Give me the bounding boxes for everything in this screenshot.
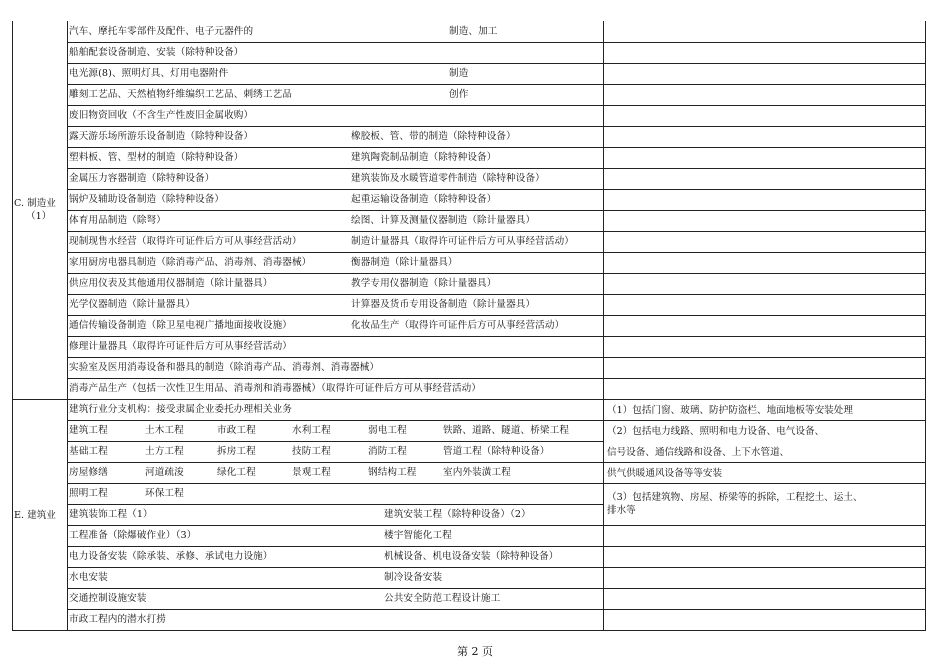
- manufacturing-item: 制造计量器具（取得许可证件后方可从事经营活动）: [351, 236, 574, 247]
- construction-item: 室内外装潢工程: [443, 467, 511, 478]
- manufacturing-item: 光学仪器制造（除计量器具）: [69, 299, 196, 310]
- note-row-line: [603, 357, 925, 358]
- left-border: [12, 21, 13, 631]
- construction-item: 建筑安装工程（除特种设备）（2）: [384, 509, 531, 520]
- row-line: [67, 546, 603, 547]
- note-row-line: [603, 231, 925, 232]
- note-row-line: [603, 567, 925, 568]
- construction-item: 建筑装饰工程（1）: [69, 509, 153, 520]
- manufacturing-item: 建筑装饰及水暖管道零件制造（除特种设备）: [351, 173, 545, 184]
- footnote: （1）包括门窗、玻璃、防护防盗栏、地面地板等安装处理: [607, 405, 853, 416]
- manufacturing-item: 消毒产品生产（包括一次性卫生用品、消毒剂和消毒器械）（取得许可证件后方可从事经营活动）: [69, 383, 482, 394]
- manufacturing-item: 金属压力容器制造（除特种设备）: [69, 173, 215, 184]
- footnote: 排水等: [607, 505, 636, 516]
- row-line: [67, 126, 603, 127]
- row-line: [67, 315, 603, 316]
- row-line: [67, 294, 603, 295]
- construction-item: 拆房工程: [217, 446, 256, 457]
- manufacturing-item: 修理计量器具（取得许可证件后方可从事经营活动）: [69, 341, 292, 352]
- row-line: [67, 420, 603, 421]
- row-line: [67, 462, 603, 463]
- row-line: [67, 147, 603, 148]
- section-separator: [12, 399, 926, 400]
- construction-item: 绿化工程: [217, 467, 256, 478]
- manufacturing-item: 电光源(8)、照明灯具、灯用电器附件: [69, 68, 229, 79]
- right-border: [925, 21, 926, 631]
- note-row-line: [603, 252, 925, 253]
- construction-item: 照明工程: [69, 488, 108, 499]
- note-row-line: [603, 189, 925, 190]
- row-line: [67, 378, 603, 379]
- manufacturing-item: 体育用品制造（除弩）: [69, 215, 166, 226]
- row-line: [67, 273, 603, 274]
- manufacturing-item: 起重运输设备制造（除特种设备）: [351, 194, 497, 205]
- manufacturing-item: 创作: [449, 89, 469, 100]
- construction-item: 制冷设备安装: [384, 572, 443, 583]
- construction-item: 机械设备、机电设备安装（除特种设备）: [384, 551, 559, 562]
- manufacturing-item: 制造: [449, 68, 469, 79]
- note-row-line: [603, 63, 925, 64]
- note-row-line: [603, 126, 925, 127]
- manufacturing-item: 汽车、摩托车零部件及配件、电子元器件的: [69, 26, 254, 37]
- manufacturing-item: 露天游乐场所游乐设备制造（除特种设备）: [69, 131, 254, 142]
- construction-item: 景观工程: [292, 467, 331, 478]
- manufacturing-item: 锅炉及辅助设备制造（除特种设备）: [69, 194, 225, 205]
- manufacturing-item: 绘图、计算及测量仪器制造（除计量器具）: [351, 215, 536, 226]
- manufacturing-item: 雕刻工艺品、天然植物纤维编织工艺品、刺绣工艺品: [69, 89, 292, 100]
- manufacturing-item: 计算器及货币专用设备制造（除计量器具）: [351, 299, 536, 310]
- note-row-line: [603, 378, 925, 379]
- category-label-construction: E. 建筑业: [14, 509, 56, 521]
- construction-item: 河道疏浚: [145, 467, 184, 478]
- construction-item: 管道工程（除特种设备）: [443, 446, 550, 457]
- row-line: [67, 588, 603, 589]
- manufacturing-item: 衡器制造（除计量器具）: [351, 257, 458, 268]
- note-row-line: [603, 315, 925, 316]
- manufacturing-item: 船舶配套设备制造、安装（除特种设备）: [69, 47, 244, 58]
- row-line: [67, 357, 603, 358]
- note-row-line: [603, 210, 925, 211]
- row-line: [67, 42, 603, 43]
- row-line: [67, 231, 603, 232]
- row-line: [67, 504, 603, 505]
- row-line: [67, 441, 603, 442]
- row-line: [67, 336, 603, 337]
- row-line: [67, 105, 603, 106]
- construction-item: 消防工程: [368, 446, 407, 457]
- manufacturing-item: 教学专用仪器制造（除计量器具）: [351, 278, 497, 289]
- note-row-line: [603, 462, 925, 463]
- construction-item: 弱电工程: [368, 425, 407, 436]
- footnote: （2）包括电力线路、照明和电力设备、电气设备、: [607, 426, 825, 437]
- construction-item: 交通控制设施安装: [69, 593, 147, 604]
- footnote: 供气供暖通风设备等等安装: [607, 468, 723, 479]
- manufacturing-item: 建筑陶瓷制品制造（除特种设备）: [351, 152, 497, 163]
- construction-item: 电力设备安装（除承装、承修、承试电力设施）: [69, 551, 273, 562]
- manufacturing-item: 橡胶板、管、带的制造（除特种设备）: [351, 131, 516, 142]
- note-row-line: [603, 483, 925, 484]
- row-line: [67, 168, 603, 169]
- construction-item: 水利工程: [292, 425, 331, 436]
- construction-branch-item: 建筑行业分支机构：接受隶属企业委托办理相关业务: [69, 404, 292, 415]
- row-line: [67, 210, 603, 211]
- construction-item: 土方工程: [145, 446, 184, 457]
- construction-item: 建筑工程: [69, 425, 108, 436]
- construction-item: 市政工程内的潜水打捞: [69, 614, 166, 625]
- note-row-line: [603, 84, 925, 85]
- manufacturing-item: 制造、加工: [449, 26, 498, 37]
- manufacturing-item: 通信传输设备制造（除卫星电视广播地面接收设施）: [69, 320, 292, 331]
- bottom-border: [12, 630, 926, 631]
- manufacturing-item: 供应用仪表及其他通用仪器制造（除计量器具）: [69, 278, 273, 289]
- manufacturing-item: 塑料板、管、型材的制造（除特种设备）: [69, 152, 244, 163]
- row-line: [67, 567, 603, 568]
- manufacturing-item: 家用厨房电器具制造（除消毒产品、消毒剂、消毒器械）: [69, 257, 312, 268]
- construction-item: 钢结构工程: [368, 467, 417, 478]
- row-line: [67, 252, 603, 253]
- sheet-table: [10, 21, 925, 637]
- category-label-manufacturing: C. 制造业: [14, 198, 56, 209]
- construction-item: 水电安装: [69, 572, 108, 583]
- note-row-line: [603, 147, 925, 148]
- construction-item: 铁路、道路、隧道、桥梁工程: [443, 425, 570, 436]
- construction-item: 楼宇智能化工程: [384, 530, 452, 541]
- manufacturing-item: 化妆品生产（取得许可证件后方可从事经营活动）: [351, 320, 565, 331]
- row-line: [67, 84, 603, 85]
- construction-item: 公共安全防范工程设计施工: [384, 593, 501, 604]
- manufacturing-item: 实验室及医用消毒设备和器具的制造（除消毒产品、消毒剂、消毒器械）: [69, 362, 380, 373]
- note-row-line: [603, 294, 925, 295]
- construction-item: 房屋修缮: [69, 467, 108, 478]
- note-row-line: [603, 336, 925, 337]
- manufacturing-item: 废旧物资回收（不含生产性废旧金属收购）: [69, 110, 254, 121]
- row-line: [67, 483, 603, 484]
- construction-item: 工程准备（除爆破作业）（3）: [69, 530, 197, 541]
- note-row-line: [603, 609, 925, 610]
- note-row-line: [603, 546, 925, 547]
- footnote: （3）包括建筑物、房屋、桥梁等的拆除，工程挖土、运土、: [607, 492, 863, 503]
- construction-item: 环保工程: [145, 488, 184, 499]
- note-row-line: [603, 168, 925, 169]
- category-divider: [67, 21, 68, 631]
- construction-item: 土木工程: [145, 425, 184, 436]
- construction-item: 技防工程: [292, 446, 331, 457]
- construction-item: 基础工程: [69, 446, 108, 457]
- row-line: [67, 189, 603, 190]
- note-row-line: [603, 273, 925, 274]
- construction-item: 市政工程: [217, 425, 256, 436]
- page-number: 第 2 页: [457, 645, 493, 658]
- note-row-line: [603, 525, 925, 526]
- note-row-line: [603, 105, 925, 106]
- note-row-line: [603, 420, 925, 421]
- note-row-line: [603, 42, 925, 43]
- footnote: 信号设备、通信线路和设备、上下水管道、: [607, 447, 790, 458]
- row-line: [67, 525, 603, 526]
- manufacturing-item: 现制现售水经营（取得许可证件后方可从事经营活动）: [69, 236, 302, 247]
- category-label-index: （1）: [26, 211, 52, 222]
- row-line: [67, 609, 603, 610]
- note-row-line: [603, 588, 925, 589]
- notes-divider: [603, 21, 604, 631]
- row-line: [67, 63, 603, 64]
